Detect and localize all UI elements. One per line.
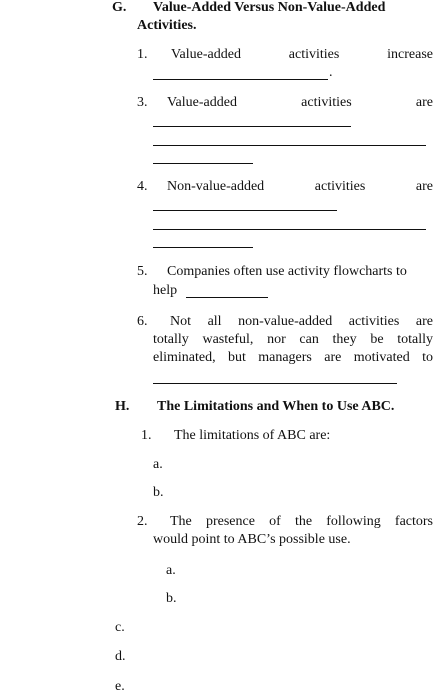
g-item3-text <box>167 95 433 111</box>
tail-item-e: e. <box>115 679 125 694</box>
h-item1-a: a. <box>153 457 163 472</box>
tail-item-c: c. <box>115 620 125 635</box>
tail-item-d: d. <box>115 649 126 664</box>
g-item1-answer-blank[interactable] <box>153 79 328 80</box>
h-item2-line2: would point to ABC’s possible use. <box>153 532 351 547</box>
g-item6-paragraph <box>153 313 433 367</box>
g-item6-answer-blank[interactable] <box>153 383 397 384</box>
h-item2-a: a. <box>166 563 176 578</box>
section-g-title-line2: Activities. <box>137 18 197 33</box>
h-item1-b: b. <box>153 485 164 500</box>
g-item6-line1: Not all non-value-added activities are <box>170 314 433 329</box>
h-item1-text: The limitations of ABC are: <box>174 428 331 443</box>
section-h-letter: H. <box>115 399 130 414</box>
g-item4-answer-blank-3[interactable] <box>153 247 253 248</box>
h-item2-line1: The presence of the following factors <box>170 514 433 529</box>
g-item1-text <box>171 47 433 63</box>
section-g-title-line1: Value-Added Versus Non-Value-Added <box>153 0 386 15</box>
g-item1-word3: increase <box>387 47 433 62</box>
g-item1-period: . <box>329 65 333 80</box>
g-item5-line1: Companies often use activity flowcharts to <box>167 264 407 279</box>
g-item3-word2: activities <box>301 95 352 110</box>
g-item3-word1: Value-added <box>167 95 237 110</box>
g-item5-answer-blank[interactable] <box>186 297 268 298</box>
g-item4-number: 4. <box>137 179 148 194</box>
g-item4-word3: are <box>415 179 433 194</box>
g-item1-number: 1. <box>137 47 148 62</box>
section-h-title: The Limitations and When to Use ABC. <box>157 399 395 414</box>
g-item4-word2: activities <box>314 179 366 194</box>
g-item3-answer-blank-2[interactable] <box>153 145 426 146</box>
g-item4-answer-blank-2[interactable] <box>153 229 426 230</box>
section-g-letter: G. <box>112 0 127 15</box>
h-item2-paragraph <box>153 513 433 549</box>
g-item1-word1: Value-added <box>171 47 241 62</box>
g-item6-line2: totally wasteful, nor can they be totally <box>153 332 433 347</box>
g-item3-number: 3. <box>137 95 148 110</box>
g-item5-number: 5. <box>137 264 148 279</box>
g-item3-answer-blank-3[interactable] <box>153 163 253 164</box>
g-item5-line2: help <box>153 283 178 298</box>
g-item4-answer-blank-1[interactable] <box>153 210 337 211</box>
h-item2-number: 2. <box>137 514 148 529</box>
g-item4-text <box>167 179 433 195</box>
g-item1-word2: activities <box>288 47 340 62</box>
h-item1-number: 1. <box>141 428 152 443</box>
g-item6-number: 6. <box>137 314 148 329</box>
g-item6-line3: eliminated, but managers are motivated to <box>153 350 433 365</box>
g-item3-answer-blank-1[interactable] <box>153 126 351 127</box>
g-item3-word3: are <box>415 95 433 110</box>
g-item4-word1: Non-value-added <box>167 179 265 194</box>
h-item2-b: b. <box>166 591 177 606</box>
